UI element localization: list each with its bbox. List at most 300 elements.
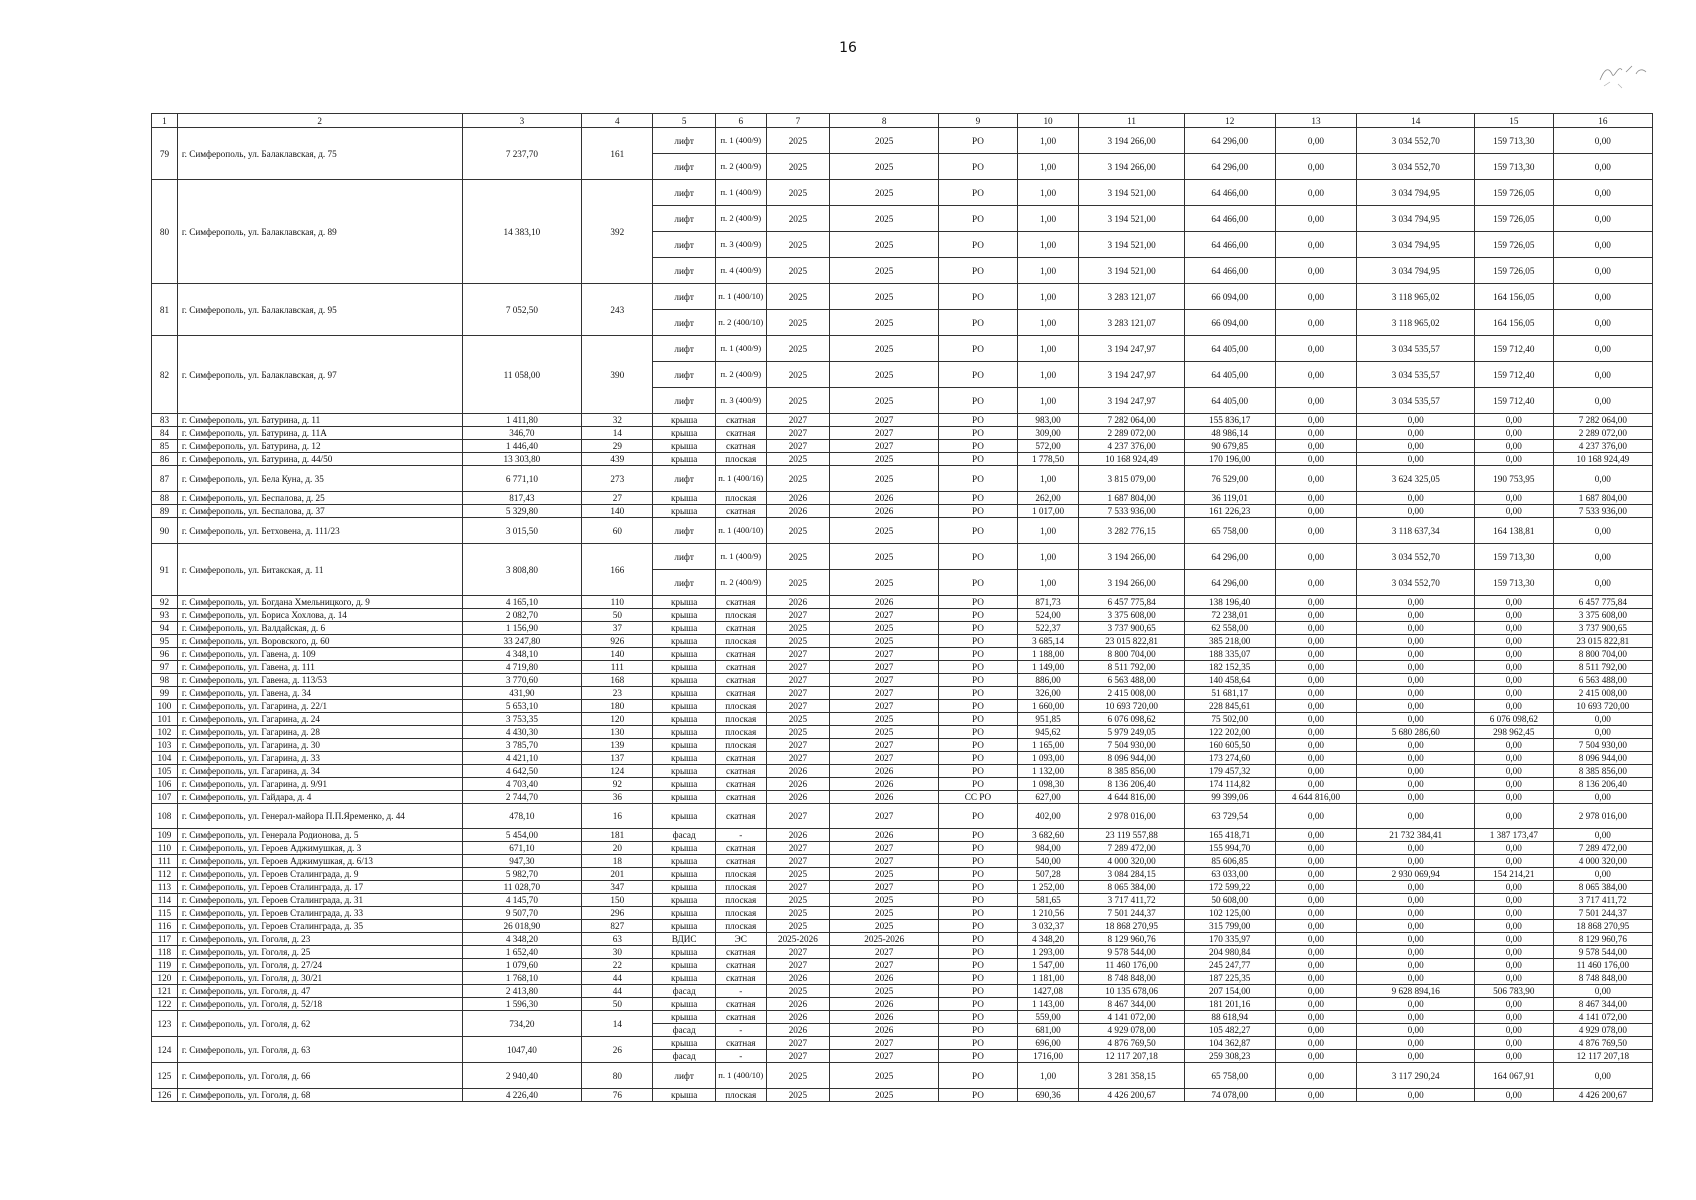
area-cell: 13 303,80	[462, 453, 582, 466]
work-type-cell: крыша	[653, 791, 716, 804]
year-cell: 2027	[766, 609, 830, 622]
volume-cell: 507,28	[1017, 868, 1078, 881]
cost-cell: 6 563 488,00	[1553, 674, 1652, 687]
year-cell: 2025	[830, 894, 939, 907]
area-cell: 1 768,10	[462, 972, 582, 985]
row-number-cell: 100	[152, 700, 178, 713]
cost-cell: 0,00	[1474, 920, 1553, 933]
year-cell: 2026	[766, 998, 830, 1011]
table-row	[152, 739, 1653, 752]
year-cell: 2025	[766, 544, 830, 570]
residents-cell: 44	[582, 972, 653, 985]
work-type-cell: крыша	[653, 765, 716, 778]
cost-cell: 4 141 072,00	[1553, 1011, 1652, 1024]
total-cost-cell: 2 978 016,00	[1079, 804, 1185, 829]
cost-cell: 7 504 930,00	[1553, 739, 1652, 752]
cost-cell: 0,00	[1275, 388, 1357, 414]
cost-cell: 0,00	[1553, 544, 1652, 570]
year-cell: 2025	[766, 726, 830, 739]
row-number-cell: 108	[152, 804, 178, 829]
row-number-cell: 92	[152, 596, 178, 609]
row-number-cell: 125	[152, 1063, 178, 1089]
year-cell: 2025	[830, 1063, 939, 1089]
cost-cell: 0,00	[1357, 453, 1475, 466]
area-cell: 33 247,80	[462, 635, 582, 648]
residents-cell: 390	[582, 336, 653, 414]
cost-cell: 1 387 173,47	[1474, 829, 1553, 842]
address-cell: г. Симферополь, ул. Бела Куна, д. 35	[177, 466, 462, 492]
cost-cell: 7 282 064,00	[1553, 414, 1652, 427]
cost-cell: 0,00	[1275, 518, 1357, 544]
table-row	[152, 972, 1653, 985]
row-number-cell: 89	[152, 505, 178, 518]
cost-cell: 0,00	[1357, 414, 1475, 427]
volume-cell: 1716,00	[1017, 1050, 1078, 1063]
work-detail-cell: скатная	[715, 674, 766, 687]
total-cost-cell: 7 533 936,00	[1079, 505, 1185, 518]
address-cell: г. Симферополь, ул. Гавена, д. 34	[177, 687, 462, 700]
cost-cell: 3 034 552,70	[1357, 570, 1475, 596]
source-cell: РО	[939, 284, 1018, 310]
cost-cell: 0,00	[1474, 609, 1553, 622]
cost-cell: 154 214,21	[1474, 868, 1553, 881]
cost-cell: 0,00	[1275, 1024, 1357, 1037]
work-detail-cell: скатная	[715, 505, 766, 518]
cost-cell: 0,00	[1553, 713, 1652, 726]
row-number-cell: 98	[152, 674, 178, 687]
source-cell: РО	[939, 453, 1018, 466]
total-cost-cell: 3 737 900,65	[1079, 622, 1185, 635]
table-row	[152, 1011, 1653, 1024]
work-detail-cell: плоская	[715, 1089, 766, 1102]
year-cell: 2027	[830, 609, 939, 622]
residents-cell: 137	[582, 752, 653, 765]
table-row	[152, 661, 1653, 674]
table-row	[152, 868, 1653, 881]
cost-cell: 0,00	[1275, 206, 1357, 232]
cost-cell: 0,00	[1474, 648, 1553, 661]
address-cell: г. Симферополь, ул. Бориса Хохлова, д. 14	[177, 609, 462, 622]
residents-cell: 140	[582, 505, 653, 518]
page-number: 16	[839, 40, 857, 56]
year-cell: 2025	[766, 310, 830, 336]
area-cell: 947,30	[462, 855, 582, 868]
cost-cell: 0,00	[1275, 881, 1357, 894]
residents-cell: 63	[582, 933, 653, 946]
unit-cost-cell: 64 296,00	[1184, 128, 1275, 154]
cost-cell: 0,00	[1357, 959, 1475, 972]
unit-cost-cell: 315 799,00	[1184, 920, 1275, 933]
year-cell: 2025	[766, 1089, 830, 1102]
cost-cell: 0,00	[1275, 648, 1357, 661]
cost-cell: 0,00	[1553, 206, 1652, 232]
cost-cell: 0,00	[1275, 946, 1357, 959]
area-cell: 4 348,10	[462, 648, 582, 661]
row-number-cell: 114	[152, 894, 178, 907]
unit-cost-cell: 204 980,84	[1184, 946, 1275, 959]
cost-cell: 2 289 072,00	[1553, 427, 1652, 440]
source-cell: РО	[939, 128, 1018, 154]
total-cost-cell: 12 117 207,18	[1079, 1050, 1185, 1063]
cost-cell: 0,00	[1474, 661, 1553, 674]
work-type-cell: крыша	[653, 907, 716, 920]
cost-cell: 0,00	[1275, 362, 1357, 388]
residents-cell: 347	[582, 881, 653, 894]
work-detail-cell: скатная	[715, 440, 766, 453]
unit-cost-cell: 64 296,00	[1184, 570, 1275, 596]
source-cell: РО	[939, 492, 1018, 505]
year-cell: 2025	[830, 362, 939, 388]
table-row	[152, 765, 1653, 778]
address-cell: г. Симферополь, ул. Балаклавская, д. 95	[177, 284, 462, 336]
work-type-cell: лифт	[653, 180, 716, 206]
work-detail-cell: скатная	[715, 622, 766, 635]
total-cost-cell: 3 194 247,97	[1079, 336, 1185, 362]
cost-cell: 1 687 804,00	[1553, 492, 1652, 505]
cost-cell: 0,00	[1357, 920, 1475, 933]
year-cell: 2027	[766, 804, 830, 829]
cost-cell: 159 726,05	[1474, 232, 1553, 258]
address-cell: г. Симферополь, ул. Героев Сталинграда, д. 33	[177, 907, 462, 920]
cost-cell: 0,00	[1357, 778, 1475, 791]
table-row	[152, 427, 1653, 440]
residents-cell: 32	[582, 414, 653, 427]
residents-cell: 120	[582, 713, 653, 726]
volume-cell: 1,00	[1017, 466, 1078, 492]
column-number-cell: 13	[1275, 114, 1357, 128]
source-cell: РО	[939, 596, 1018, 609]
row-number-cell: 81	[152, 284, 178, 336]
work-type-cell: лифт	[653, 258, 716, 284]
source-cell: РО	[939, 518, 1018, 544]
cost-cell: 0,00	[1474, 959, 1553, 972]
unit-cost-cell: 66 094,00	[1184, 310, 1275, 336]
cost-cell: 3 117 290,24	[1357, 1063, 1475, 1089]
year-cell: 2025-2026	[830, 933, 939, 946]
area-cell: 4 642,50	[462, 765, 582, 778]
volume-cell: 1 149,00	[1017, 661, 1078, 674]
work-type-cell: крыша	[653, 804, 716, 829]
cost-cell: 0,00	[1553, 1063, 1652, 1089]
residents-cell: 110	[582, 596, 653, 609]
residents-cell: 201	[582, 868, 653, 881]
row-number-cell: 126	[152, 1089, 178, 1102]
year-cell: 2025	[830, 310, 939, 336]
work-detail-cell: скатная	[715, 752, 766, 765]
area-cell: 2 940,40	[462, 1063, 582, 1089]
work-type-cell: лифт	[653, 466, 716, 492]
area-cell: 734,20	[462, 1011, 582, 1037]
cost-cell: 7 501 244,37	[1553, 907, 1652, 920]
area-cell: 478,10	[462, 804, 582, 829]
cost-cell: 159 713,30	[1474, 544, 1553, 570]
cost-cell: 3 624 325,05	[1357, 466, 1475, 492]
unit-cost-cell: 64 405,00	[1184, 388, 1275, 414]
area-cell: 3 753,35	[462, 713, 582, 726]
table-row	[152, 609, 1653, 622]
work-type-cell: крыша	[653, 622, 716, 635]
cost-cell: 0,00	[1357, 492, 1475, 505]
address-cell: г. Симферополь, ул. Гоголя, д. 23	[177, 933, 462, 946]
row-number-cell: 119	[152, 959, 178, 972]
area-cell: 4 421,10	[462, 752, 582, 765]
total-cost-cell: 3 194 266,00	[1079, 570, 1185, 596]
cost-cell: 0,00	[1474, 1050, 1553, 1063]
source-cell: РО	[939, 609, 1018, 622]
cost-cell: 8 748 848,00	[1553, 972, 1652, 985]
area-cell: 4 703,40	[462, 778, 582, 791]
area-cell: 9 507,70	[462, 907, 582, 920]
residents-cell: 27	[582, 492, 653, 505]
cost-cell: 0,00	[1275, 128, 1357, 154]
row-number-cell: 121	[152, 985, 178, 998]
address-cell: г. Симферополь, ул. Героев Сталинграда, д. 9	[177, 868, 462, 881]
area-cell: 817,43	[462, 492, 582, 505]
source-cell: РО	[939, 972, 1018, 985]
unit-cost-cell: 170 196,00	[1184, 453, 1275, 466]
row-number-cell: 88	[152, 492, 178, 505]
year-cell: 2025	[766, 920, 830, 933]
year-cell: 2027	[830, 1050, 939, 1063]
area-cell: 4 226,40	[462, 1089, 582, 1102]
year-cell: 2027	[830, 661, 939, 674]
year-cell: 2025	[766, 180, 830, 206]
table-row	[152, 752, 1653, 765]
source-cell: РО	[939, 336, 1018, 362]
source-cell: РО	[939, 440, 1018, 453]
year-cell: 2026	[830, 765, 939, 778]
year-cell: 2027	[766, 881, 830, 894]
cost-cell: 4 929 078,00	[1553, 1024, 1652, 1037]
area-cell: 3 770,60	[462, 674, 582, 687]
cost-cell: 0,00	[1275, 154, 1357, 180]
cost-cell: 4 000 320,00	[1553, 855, 1652, 868]
cost-cell: 0,00	[1553, 829, 1652, 842]
column-number-cell: 4	[582, 114, 653, 128]
cost-cell: 0,00	[1553, 128, 1652, 154]
work-detail-cell: скатная	[715, 648, 766, 661]
source-cell: РО	[939, 648, 1018, 661]
residents-cell: 30	[582, 946, 653, 959]
volume-cell: 1,00	[1017, 362, 1078, 388]
work-type-cell: крыша	[653, 505, 716, 518]
year-cell: 2027	[830, 855, 939, 868]
unit-cost-cell: 74 078,00	[1184, 1089, 1275, 1102]
unit-cost-cell: 181 201,16	[1184, 998, 1275, 1011]
cost-cell: 0,00	[1474, 596, 1553, 609]
unit-cost-cell: 90 679,85	[1184, 440, 1275, 453]
source-cell: РО	[939, 505, 1018, 518]
cost-cell: 3 034 794,95	[1357, 232, 1475, 258]
row-number-cell: 111	[152, 855, 178, 868]
row-number-cell: 82	[152, 336, 178, 414]
cost-cell: 0,00	[1275, 596, 1357, 609]
volume-cell: 1 165,00	[1017, 739, 1078, 752]
work-type-cell: крыша	[653, 946, 716, 959]
cost-cell: 0,00	[1474, 972, 1553, 985]
work-type-cell: крыша	[653, 440, 716, 453]
cost-cell: 21 732 384,41	[1357, 829, 1475, 842]
source-cell: РО	[939, 206, 1018, 232]
cost-cell: 3 034 794,95	[1357, 258, 1475, 284]
work-type-cell: фасад	[653, 985, 716, 998]
work-type-cell: крыша	[653, 868, 716, 881]
cost-cell: 0,00	[1275, 427, 1357, 440]
total-cost-cell: 8 065 384,00	[1079, 881, 1185, 894]
source-cell: РО	[939, 414, 1018, 427]
work-type-cell: крыша	[653, 1011, 716, 1024]
address-cell: г. Симферополь, ул. Батурина, д. 12	[177, 440, 462, 453]
work-detail-cell: плоская	[715, 700, 766, 713]
year-cell: 2025	[830, 453, 939, 466]
volume-cell: 886,00	[1017, 674, 1078, 687]
year-cell: 2027	[830, 440, 939, 453]
work-detail-cell: плоская	[715, 920, 766, 933]
work-detail-cell: п. 1 (400/9)	[715, 128, 766, 154]
address-cell: г. Симферополь, ул. Гагарина, д. 28	[177, 726, 462, 739]
work-type-cell: крыша	[653, 752, 716, 765]
column-number-cell: 14	[1357, 114, 1475, 128]
work-type-cell: ВДИС	[653, 933, 716, 946]
year-cell: 2025	[766, 518, 830, 544]
cost-cell: 0,00	[1474, 622, 1553, 635]
row-number-cell: 118	[152, 946, 178, 959]
cost-cell: 0,00	[1357, 427, 1475, 440]
residents-cell: 111	[582, 661, 653, 674]
table-row	[152, 842, 1653, 855]
unit-cost-cell: 85 606,85	[1184, 855, 1275, 868]
total-cost-cell: 7 501 244,37	[1079, 907, 1185, 920]
total-cost-cell: 2 289 072,00	[1079, 427, 1185, 440]
unit-cost-cell: 88 618,94	[1184, 1011, 1275, 1024]
cost-cell: 0,00	[1275, 907, 1357, 920]
cost-cell: 8 467 344,00	[1553, 998, 1652, 1011]
year-cell: 2025	[766, 868, 830, 881]
address-cell: г. Симферополь, ул. Битакская, д. 11	[177, 544, 462, 596]
work-detail-cell: скатная	[715, 1011, 766, 1024]
table-row	[152, 674, 1653, 687]
cost-cell: 159 726,05	[1474, 180, 1553, 206]
total-cost-cell: 4 000 320,00	[1079, 855, 1185, 868]
year-cell: 2025	[766, 362, 830, 388]
cost-cell: 8 136 206,40	[1553, 778, 1652, 791]
unit-cost-cell: 207 154,00	[1184, 985, 1275, 998]
year-cell: 2027	[830, 700, 939, 713]
address-cell: г. Симферополь, ул. Батурина, д. 11	[177, 414, 462, 427]
year-cell: 2026	[830, 791, 939, 804]
table-row	[152, 959, 1653, 972]
row-number-cell: 120	[152, 972, 178, 985]
total-cost-cell: 18 868 270,95	[1079, 920, 1185, 933]
cost-cell: 0,00	[1553, 570, 1652, 596]
cost-cell: 0,00	[1357, 687, 1475, 700]
work-type-cell: крыша	[653, 609, 716, 622]
work-detail-cell: скатная	[715, 855, 766, 868]
source-cell: РО	[939, 829, 1018, 842]
work-type-cell: крыша	[653, 855, 716, 868]
address-cell: г. Симферополь, ул. Балаклавская, д. 97	[177, 336, 462, 414]
area-cell: 1047,40	[462, 1037, 582, 1063]
row-number-cell: 83	[152, 414, 178, 427]
work-detail-cell: плоская	[715, 881, 766, 894]
year-cell: 2025	[766, 985, 830, 998]
source-cell: РО	[939, 907, 1018, 920]
work-detail-cell: п. 1 (400/10)	[715, 1063, 766, 1089]
area-cell: 6 771,10	[462, 466, 582, 492]
row-number-cell: 86	[152, 453, 178, 466]
volume-cell: 1 098,30	[1017, 778, 1078, 791]
address-cell: г. Симферополь, ул. Балаклавская, д. 89	[177, 180, 462, 284]
area-cell: 1 446,40	[462, 440, 582, 453]
work-type-cell: лифт	[653, 284, 716, 310]
year-cell: 2027	[766, 687, 830, 700]
work-detail-cell: скатная	[715, 427, 766, 440]
total-cost-cell: 23 119 557,88	[1079, 829, 1185, 842]
year-cell: 2026	[830, 1024, 939, 1037]
area-cell: 2 744,70	[462, 791, 582, 804]
cost-cell: 0,00	[1357, 998, 1475, 1011]
source-cell: РО	[939, 362, 1018, 388]
area-cell: 5 454,00	[462, 829, 582, 842]
year-cell: 2027	[766, 1037, 830, 1050]
source-cell: РО	[939, 661, 1018, 674]
work-detail-cell: -	[715, 1050, 766, 1063]
source-cell: РО	[939, 752, 1018, 765]
volume-cell: 1 188,00	[1017, 648, 1078, 661]
total-cost-cell: 23 015 822,81	[1079, 635, 1185, 648]
area-cell: 1 156,90	[462, 622, 582, 635]
volume-cell: 627,00	[1017, 791, 1078, 804]
cost-cell: 0,00	[1275, 752, 1357, 765]
total-cost-cell: 3 084 284,15	[1079, 868, 1185, 881]
cost-cell: 0,00	[1275, 336, 1357, 362]
work-detail-cell: скатная	[715, 998, 766, 1011]
year-cell: 2025	[766, 1063, 830, 1089]
cost-cell: 7 533 936,00	[1553, 505, 1652, 518]
cost-cell: 0,00	[1275, 804, 1357, 829]
cost-cell: 23 015 822,81	[1553, 635, 1652, 648]
area-cell: 26 018,90	[462, 920, 582, 933]
cost-cell: 0,00	[1553, 180, 1652, 206]
row-number-cell: 109	[152, 829, 178, 842]
area-cell: 7 052,50	[462, 284, 582, 336]
residents-cell: 20	[582, 842, 653, 855]
cost-cell: 0,00	[1275, 700, 1357, 713]
cost-cell: 10 168 924,49	[1553, 453, 1652, 466]
cost-cell: 0,00	[1275, 765, 1357, 778]
table-row	[152, 881, 1653, 894]
address-cell: г. Симферополь, ул. Гагарина, д. 30	[177, 739, 462, 752]
cost-cell: 0,00	[1474, 752, 1553, 765]
source-cell: РО	[939, 1050, 1018, 1063]
area-cell: 4 165,10	[462, 596, 582, 609]
table-row	[152, 933, 1653, 946]
cost-cell: 8 800 704,00	[1553, 648, 1652, 661]
year-cell: 2025	[766, 713, 830, 726]
source-cell: РО	[939, 466, 1018, 492]
total-cost-cell: 4 141 072,00	[1079, 1011, 1185, 1024]
volume-cell: 1 132,00	[1017, 765, 1078, 778]
address-cell: г. Симферополь, ул. Гавена, д. 111	[177, 661, 462, 674]
cost-cell: 0,00	[1275, 1050, 1357, 1063]
unit-cost-cell: 188 335,07	[1184, 648, 1275, 661]
cost-cell: 0,00	[1275, 842, 1357, 855]
address-cell: г. Симферополь, ул. Героев Сталинграда, д. 31	[177, 894, 462, 907]
cost-cell: 506 783,90	[1474, 985, 1553, 998]
table-row	[152, 894, 1653, 907]
area-cell: 5 653,10	[462, 700, 582, 713]
cost-cell: 0,00	[1474, 492, 1553, 505]
